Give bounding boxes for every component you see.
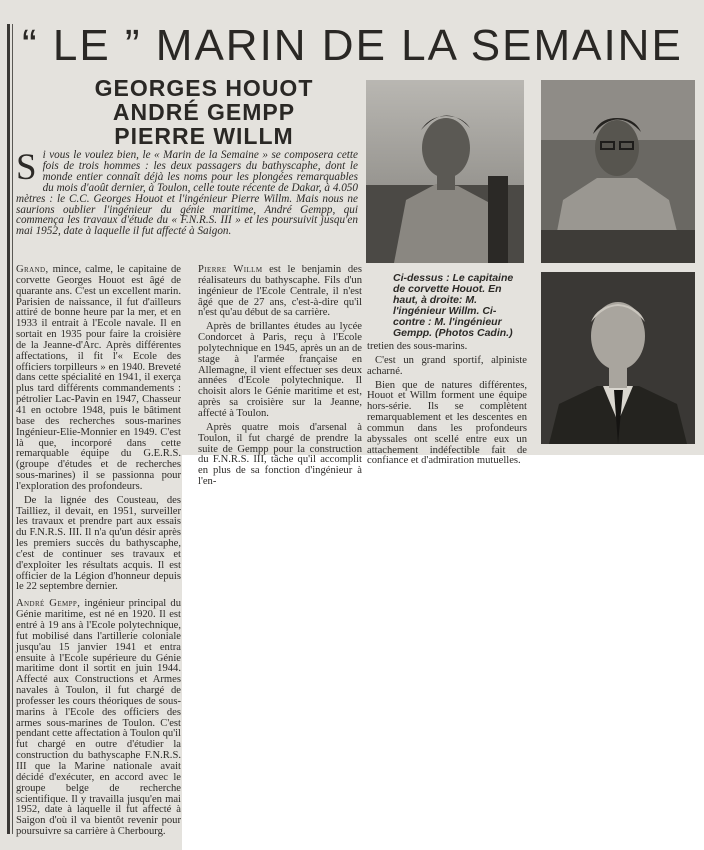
article-column-2 bbox=[198, 265, 362, 491]
intro-dropcap: S bbox=[16, 147, 37, 188]
gempp-paragraph bbox=[16, 599, 181, 838]
photo-willm bbox=[541, 80, 695, 263]
willm-paragraph-2: Après de brillantes études au lycée Condorcet à Paris, reçu à l'Ecole polytechnique en 1945, après un an de stage à l'armée française en Allemagne, il vient effectuer ses deux années d'Ecole polytechnique. Il choisit alors le Génie maritime et est, après sa croisière sur la Jeanne, affecté à Toulon. bbox=[198, 321, 362, 419]
article-column-3 bbox=[367, 342, 527, 470]
houot-paragraph-1 bbox=[16, 265, 181, 493]
willm-portrait-image bbox=[541, 80, 695, 263]
name-willm: PIERRE WILLM bbox=[114, 123, 294, 149]
gempp-paragraph-text: ingénieur principal du Génie maritime, est né en 1920. Il est entré à 19 ans à l'Ecole polytechnique, fut mobilisé dans l'artillerie coloniale jusqu'au 15 janvier 1941 et entra ensuite à l'Ecole supérieure du Génie maritime dont il sortit en juin 1944. Affecté aux Constructions et Armes navales à Toulon, il fut chargé de professer les cours théoriques de sous-marins à l'Ecole des officiers des armes sous-marines de Toulon. C'est pendant cette affectation à Toulon qu'il fut chargé en outre d'étudier la construction du bathyscaphe F.N.R.S. III que la Marine nationale avait décidé d'exécuter, en accord avec le groupe belge de recherche scientifique. Il y travailla jusqu'en mai 1952, date à laquelle il fut affecté à Saigon d'où il va bientôt revenir pour poursuivre sa carrière à Cherbourg. bbox=[16, 598, 181, 838]
willm-sport-paragraph: C'est un grand sportif, alpiniste acharné. bbox=[367, 354, 527, 377]
intro-paragraph bbox=[16, 147, 358, 238]
intro-text: i vous le voulez bien, le « Marin de la Semaine » se composera cette fois de trois hommes : les deux passagers du bathyscaphe, dont le monde entier connaît déjà les noms pour les plongées remarquables du mois d'août dernier, à Toulon, celle toute récente de Dakar, à 4.050 mètres : le C.C. Georges Houot et l'ingénieur Pierre Willm. Mais nous ne saurions oublier l'ingénieur du génie maritime, André Gempp, qui commença les travaux d'étude du « F.N.R.S. III » et les poursuivit jusqu'en mai 1952, date à laquelle il fut affecté à Saigon. bbox=[16, 149, 358, 238]
houot-paragraph-2: De la lignée des Cousteau, des Tailliez, il devait, en 1951, surveiller les travaux et prendre part aux essais du F.N.R.S. III. Il n'a qu'un désir après les premiers succès du bathyscaphe, c'est de continuer ses travaux et d'exploiter les résultats acquis. Il est officier de la Légion d'honneur depuis le 22 septembre dernier. bbox=[16, 494, 181, 593]
houot-lead-word: Grand, bbox=[16, 264, 49, 275]
gempp-lead-word: André Gempp, bbox=[16, 598, 81, 610]
article-column-1 bbox=[16, 265, 181, 841]
houot-paragraph-1-text: mince, calme, le capitaine de corvette Georges Houot est âgé de quarante ans. C'est un excellent marin. Parisien de naissance, il fut d'ailleurs attiré de bonne heure par la mer, et en 1933 il entrait à l'Ecole navale. Il en sortait en 1935 pour faire la croisière de la Jeanne-d'Arc. Après différentes affectations, il fit l'« Ecole des officiers torpilleurs » en 1940. Breveté dans cette spécialité en 1941, il exerça plus tard différents commandements : pétrolier Lac-Pavin en 1947, Chasseur 41 en octobre 1948, puis le bâtiment base des recherches sous-marines Ingénieur-Elie-Monnier en 1949. C'est là que, incorporé dans cette remarquable équipe du G.E.R.S. (groupe d'études et de recherches sous-marines) il se passionna pour l'exploration des profondeurs. bbox=[16, 264, 181, 492]
name-gempp: ANDRÉ GEMPP bbox=[112, 99, 296, 125]
left-rule-thin bbox=[12, 24, 13, 834]
photo-caption: Ci-dessus : Le capitaine de corvette Houot. En haut, à droite: M. l'ingénieur Willm. Ci-contre : M. l'ingénieur Gempp. (Photos Cadin.) bbox=[393, 272, 514, 339]
name-houot: GEORGES HOUOT bbox=[94, 75, 314, 101]
headline: “ LE ” MARIN DE LA SEMAINE bbox=[22, 21, 683, 70]
willm-continuation: tretien des sous-marins. bbox=[367, 341, 468, 352]
gempp-portrait-image bbox=[541, 272, 695, 444]
willm-lead-word: Pierre Willm bbox=[198, 264, 263, 275]
photo-gempp bbox=[541, 272, 695, 444]
photo-houot bbox=[366, 80, 524, 263]
houot-portrait-image bbox=[366, 80, 524, 263]
willm-paragraph-3: Après quatre mois d'arsenal à Toulon, il fut chargé de prendre la suite de Gempp pour la construction du F.N.R.S. III, tâche qu'il accomplit en plus de sa fonction d'ingénieur à l'en- bbox=[198, 421, 362, 488]
left-rule bbox=[7, 24, 10, 834]
team-paragraph: Bien que de natures différentes, Houot et Willm forment une équipe hors-série. Ils se complètent remarquablement et les descentes en commun dans les profondeurs abyssales ont scellé entre eux un attachement indéfectible fait de confiance et d'admiration mutuelles. bbox=[367, 379, 527, 467]
willm-paragraph-1-text: est le benjamin des réalisateurs du bathyscaphe. Fils d'un ingénieur de l'Ecole Centrale, il n'est âgé que de 27 ans, c'est-à-dire qu'il n'est qu'au début de sa carrière. bbox=[198, 264, 362, 319]
subject-names bbox=[84, 76, 324, 148]
willm-paragraph-1 bbox=[198, 265, 362, 319]
